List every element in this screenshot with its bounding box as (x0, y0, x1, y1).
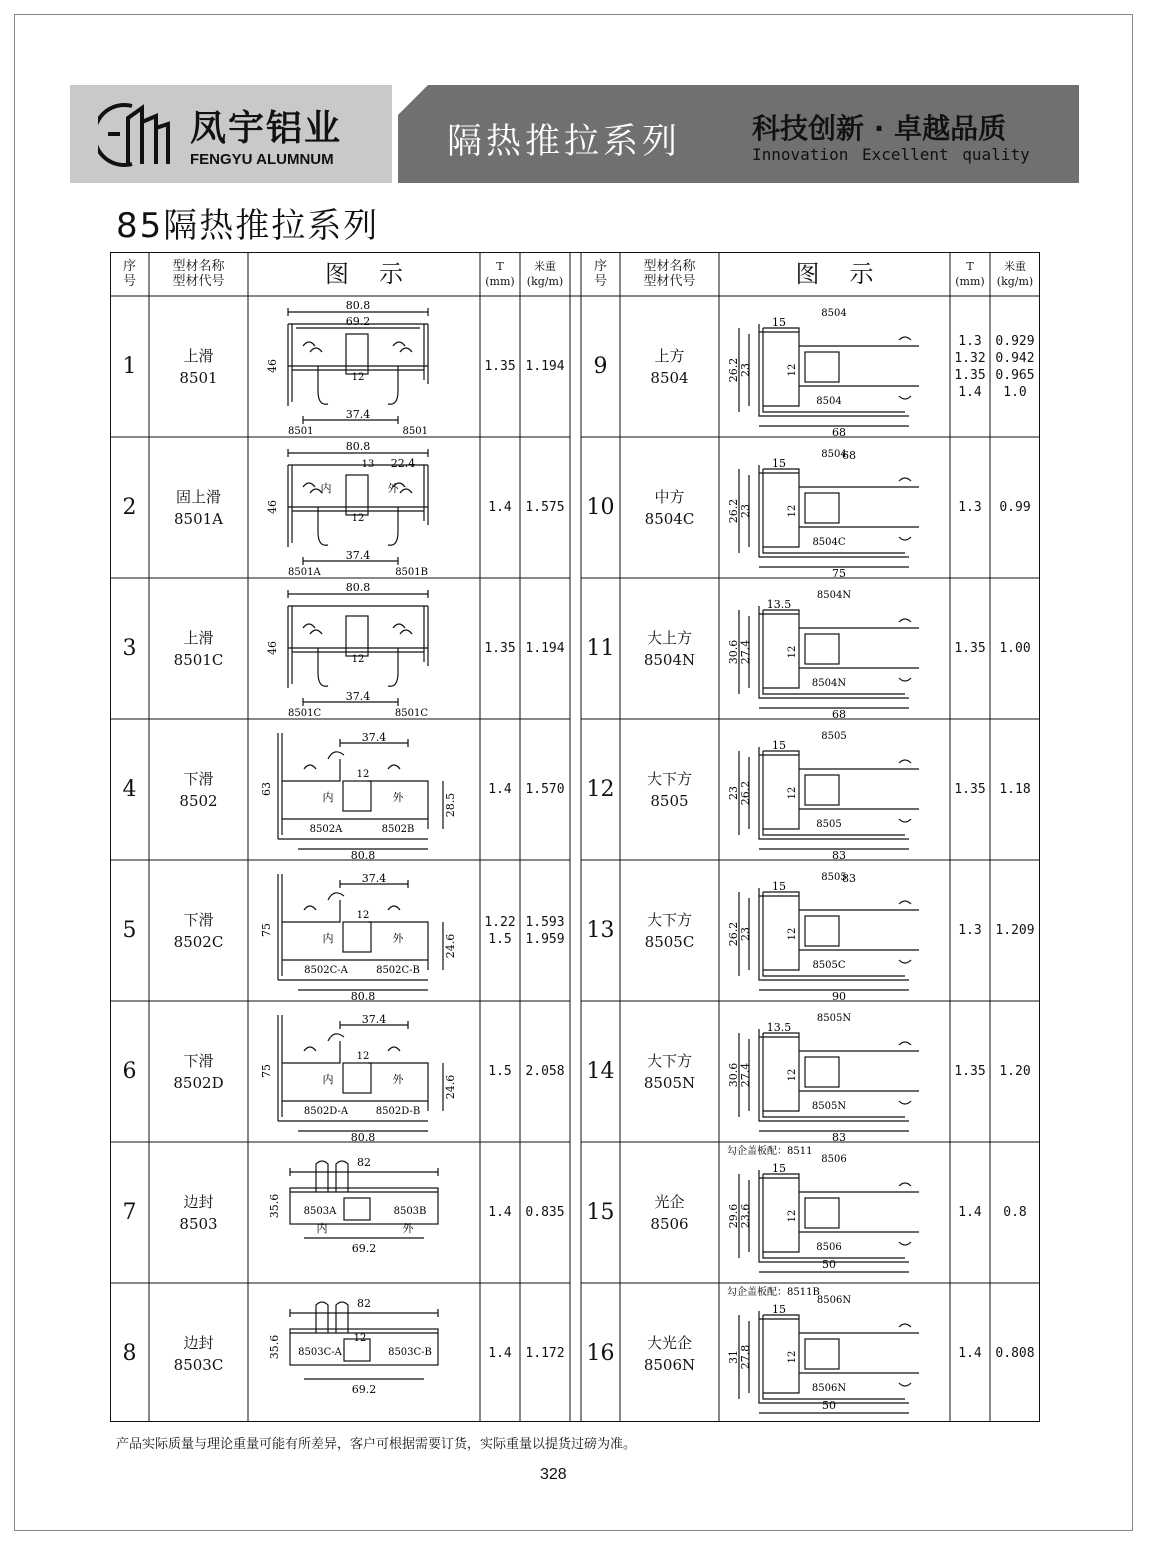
row-weight: 0.835 (525, 1205, 565, 1220)
dimension-label: 27.4 (739, 639, 752, 665)
dimension-label: 8502B (381, 824, 415, 835)
row-thickness: 1.35 (954, 641, 986, 656)
row-weight: 2.058 (525, 1064, 565, 1079)
dimension-label: 外 (387, 482, 399, 495)
row-name (620, 1142, 719, 1283)
profile-name: 大光企 (646, 1333, 692, 1352)
profile-drawing (719, 1001, 951, 1146)
row-name (620, 719, 719, 860)
dimension-label: 15 (772, 1303, 786, 1316)
dimension-label: 23.6 (739, 1203, 752, 1229)
row-seq: 5 (122, 918, 137, 943)
dimension-label: 内 (322, 791, 334, 804)
dimension-label: 12 (356, 769, 370, 780)
row-weight: 1.00 (999, 641, 1031, 656)
dimension-label: 15 (772, 739, 786, 752)
dimension-label: 8506N (811, 1383, 847, 1394)
row-name (620, 860, 719, 1001)
brand-name-en: FENGYU ALUMNUM (190, 151, 334, 168)
dimension-label: 外 (392, 932, 404, 945)
dimension-label: 8505N (811, 1101, 847, 1112)
dimension-label: 12 (787, 504, 798, 518)
profile-drawing (248, 719, 480, 864)
dimension-label: 外 (402, 1222, 414, 1235)
dimension-label: 83 (842, 872, 856, 885)
profile-code: 8504N (643, 650, 696, 669)
dimension-label: 63 (260, 782, 273, 796)
dimension-label: 13 (361, 459, 375, 470)
row-name (149, 1142, 248, 1283)
profile-drawing (719, 1283, 951, 1428)
row-seq: 13 (586, 918, 615, 943)
row-weight: 0.8 (1003, 1205, 1027, 1220)
dimension-label: 75 (832, 567, 846, 578)
dimension-label: 12 (356, 910, 370, 921)
dimension-label: 12 (787, 786, 798, 800)
profile-code: 8503 (179, 1214, 218, 1233)
profile-drawing (248, 860, 480, 1005)
profile-name: 边封 (183, 1333, 214, 1352)
profile-drawing (248, 437, 480, 582)
dimension-label: 12 (787, 1209, 798, 1223)
row-seq: 6 (122, 1059, 137, 1084)
row-weight: 0.808 (995, 1346, 1035, 1361)
dimension-label: 26.2 (727, 357, 740, 383)
dimension-label: 69.2 (351, 1242, 377, 1255)
dimension-label: 8503C-B (388, 1347, 432, 1358)
dimension-label: 8506N (816, 1295, 852, 1306)
dimension-label: 30.6 (727, 639, 740, 665)
row-thickness: 1.3 (958, 500, 982, 515)
dimension-label: 46 (266, 359, 279, 373)
row-seq: 9 (593, 354, 608, 379)
dimension-label: 37.4 (345, 690, 371, 703)
dimension-label: 15 (772, 1162, 786, 1175)
profile-name: 固上滑 (175, 487, 221, 506)
profile-drawing (719, 1142, 951, 1287)
dimension-label: 12 (356, 1051, 370, 1062)
profile-code: 8505 (650, 791, 689, 810)
dimension-label: 68 (832, 708, 846, 719)
row-thickness: 1.35 (484, 641, 516, 656)
dimension-label: 82 (357, 1297, 371, 1310)
row-seq: 4 (122, 777, 137, 802)
dimension-label: 27.8 (739, 1344, 752, 1370)
page-number: 328 (540, 1466, 567, 1483)
dimension-label: 75 (260, 923, 273, 937)
dimension-label: 80.8 (345, 299, 371, 312)
dimension-label: 37.4 (361, 731, 387, 744)
profile-code: 8505C (644, 932, 695, 951)
row-weight: 1.18 (999, 782, 1031, 797)
row-name (620, 578, 719, 719)
dimension-label: 23 (739, 363, 752, 377)
row-name (149, 1001, 248, 1142)
dimension-label: 8504 (816, 396, 842, 407)
profile-name: 大下方 (646, 769, 692, 788)
dimension-label: 8501B (395, 567, 428, 578)
dimension-label: 37.4 (345, 408, 371, 421)
dimension-label: 26.2 (739, 780, 752, 806)
dimension-label: 8504N (811, 678, 847, 689)
dimension-label: 80.8 (345, 581, 371, 594)
dimension-label: 12 (353, 1333, 367, 1344)
profile-drawing (248, 1142, 480, 1287)
row-name (149, 1283, 248, 1424)
profile-code: 8502 (179, 791, 218, 810)
dimension-label: 80.8 (350, 849, 376, 860)
header-drawing-right: 图示 (795, 259, 904, 288)
profile-drawing (248, 578, 480, 723)
dimension-label: 8506 (821, 1154, 847, 1165)
row-name (149, 578, 248, 719)
dimension-label: 37.4 (361, 872, 387, 885)
header-name-left: 型材名称 型材代号 (172, 259, 225, 289)
dimension-label: 内 (320, 482, 332, 495)
row-seq: 14 (586, 1059, 615, 1084)
dimension-label: 8501 (402, 426, 428, 437)
row-thickness: 1.4 (488, 1205, 512, 1220)
row-thickness: 1.3 1.32 1.35 1.4 (954, 333, 986, 400)
header-seq-right: 序 号 (593, 259, 607, 289)
dimension-label: 8505C (812, 960, 846, 971)
dimension-label: 12 (351, 654, 365, 665)
dimension-label: 8504N (816, 590, 852, 601)
row-thickness: 1.4 (958, 1346, 982, 1361)
profile-name: 上滑 (183, 346, 214, 365)
row-thickness: 1.4 (488, 500, 512, 515)
dimension-label: 29.6 (727, 1203, 740, 1229)
row-name (620, 1001, 719, 1142)
product-table (110, 252, 1040, 1422)
row-weight: 1.194 (525, 641, 565, 656)
profile-code: 8504 (650, 368, 689, 387)
dimension-label: 15 (772, 880, 786, 893)
header-drawing-left: 图示 (325, 259, 433, 288)
dimension-label: 内 (316, 1222, 328, 1235)
dimension-label: 83 (832, 1131, 846, 1142)
dimension-label: 90 (832, 990, 846, 1001)
row-seq: 11 (586, 636, 615, 661)
profile-code: 8504C (644, 509, 695, 528)
dimension-label: 46 (266, 500, 279, 514)
profile-drawing (248, 1283, 480, 1428)
brand-name-cn: 凤宇铝业 (190, 108, 343, 149)
profile-drawing (248, 1001, 480, 1146)
row-thickness: 1.5 (488, 1064, 512, 1079)
dimension-label: 68 (832, 426, 846, 437)
profile-code: 8502C (173, 932, 224, 951)
dimension-label: 35.6 (268, 1334, 281, 1360)
dimension-label: 8505 (821, 731, 847, 742)
header-seq-left: 序 号 (122, 259, 136, 289)
profile-code: 8506N (643, 1355, 696, 1374)
row-weight: 1.570 (525, 782, 565, 797)
brand-logo-icon (98, 98, 178, 170)
dimension-label: 内 (322, 1073, 334, 1086)
dimension-label: 8503C-A (298, 1347, 342, 1358)
row-thickness: 1.3 (958, 923, 982, 938)
dimension-label: 12 (787, 1350, 798, 1364)
dimension-label: 8504 (821, 308, 847, 319)
row-name (620, 1283, 719, 1424)
dimension-label: 50 (822, 1258, 836, 1271)
dimension-label: 8505 (821, 872, 847, 883)
profile-code: 8506 (650, 1214, 689, 1233)
dimension-label: 12 (787, 1068, 798, 1082)
dimension-label: 13.5 (766, 598, 792, 611)
row-seq: 3 (122, 636, 137, 661)
header-name-right: 型材名称 型材代号 (643, 259, 696, 289)
profile-name: 中方 (654, 487, 685, 506)
page-title: 85隔热推拉系列 (116, 206, 380, 246)
profile-name: 上方 (654, 346, 685, 365)
profile-code: 8501C (173, 650, 224, 669)
profile-name: 大上方 (646, 628, 692, 647)
dimension-label: 28.5 (444, 792, 457, 818)
dimension-label: 8502C-B (376, 965, 420, 976)
dimension-label: 80.8 (350, 990, 376, 1001)
profile-drawing (719, 578, 951, 723)
profile-name: 边封 (183, 1192, 214, 1211)
profile-drawing (719, 296, 951, 441)
row-weight: 1.575 (525, 500, 565, 515)
dimension-label: 31 (727, 1350, 740, 1364)
dimension-label: 8504C (812, 537, 846, 548)
dimension-label: 23 (739, 927, 752, 941)
dimension-label: 26.2 (727, 498, 740, 524)
dimension-label: 12 (787, 363, 798, 377)
row-seq: 7 (122, 1200, 137, 1225)
dimension-label: 80.8 (345, 440, 371, 453)
dimension-label: 8503A (303, 1206, 337, 1217)
row-seq: 12 (586, 777, 615, 802)
row-thickness: 1.4 (488, 1346, 512, 1361)
row-weight: 1.172 (525, 1346, 565, 1361)
dimension-label: 8503B (393, 1206, 427, 1217)
dimension-label: 12 (787, 645, 798, 659)
row-thickness: 1.4 (958, 1205, 982, 1220)
dimension-label: 8501C (288, 708, 322, 719)
row-weight: 1.593 1.959 (525, 914, 565, 947)
row-weight: 1.20 (999, 1064, 1031, 1079)
dimension-label: 内 (322, 932, 334, 945)
dimension-label: 8502A (309, 824, 343, 835)
row-thickness: 1.35 (954, 782, 986, 797)
header-notch (398, 85, 428, 115)
profile-name: 下滑 (183, 910, 214, 929)
row-name (620, 296, 719, 437)
dimension-label: 35.6 (268, 1193, 281, 1219)
dimension-label: 75 (260, 1064, 273, 1078)
profile-code: 8503C (173, 1355, 224, 1374)
dimension-label: 8506 (816, 1242, 842, 1253)
dimension-label: 8502D-B (375, 1106, 421, 1117)
dimension-label: 外 (392, 1073, 404, 1086)
profile-name: 上滑 (183, 628, 214, 647)
dimension-label: 8505 (816, 819, 842, 830)
dimension-label: 8501 (288, 426, 314, 437)
row-weight: 0.929 0.942 0.965 1.0 (995, 333, 1035, 400)
profile-code: 8501 (179, 368, 218, 387)
dimension-label: 外 (392, 791, 404, 804)
row-thickness: 1.35 (954, 1064, 986, 1079)
dimension-label: 12 (787, 927, 798, 941)
dimension-label: 勾企盖板配：8511B (727, 1287, 820, 1298)
row-thickness: 1.4 (488, 782, 512, 797)
dimension-label: 80.8 (350, 1131, 376, 1142)
header-weight-right: 米重 (kg/m) (996, 260, 1034, 288)
profile-code: 8502D (173, 1073, 224, 1092)
dimension-label: 12 (351, 513, 365, 524)
row-seq: 8 (122, 1341, 137, 1366)
profile-name: 光企 (654, 1192, 685, 1211)
profile-code: 8501A (173, 509, 223, 528)
row-thickness: 1.22 1.5 (484, 914, 516, 947)
profile-code: 8505N (643, 1073, 696, 1092)
dimension-label: 69.2 (345, 315, 371, 328)
row-seq: 1 (122, 354, 137, 379)
dimension-label: 24.6 (444, 933, 457, 959)
row-name (620, 437, 719, 578)
dimension-label: 12 (351, 372, 365, 383)
profile-drawing (719, 719, 951, 864)
header-t-left: T (mm) (485, 260, 515, 288)
dimension-label: 26.2 (727, 921, 740, 947)
dimension-label: 15 (772, 457, 786, 470)
dimension-label: 23 (739, 504, 752, 518)
dimension-label: 15 (772, 316, 786, 329)
profile-name: 下滑 (183, 769, 214, 788)
dimension-label: 37.4 (345, 549, 371, 562)
footer-note: 产品实际质量与理论重量可能有所差异，客户可根据需要订货，实际重量以提货过磅为准。 (116, 1437, 637, 1452)
dimension-label: 27.4 (739, 1062, 752, 1088)
row-name (149, 437, 248, 578)
row-name (149, 860, 248, 1001)
header-weight-left: 米重 (kg/m) (526, 260, 564, 288)
dimension-label: 68 (842, 449, 856, 462)
row-name (149, 719, 248, 860)
row-seq: 16 (586, 1341, 615, 1366)
profile-name: 大下方 (646, 910, 692, 929)
dimension-label: 23 (727, 786, 740, 800)
dimension-label: 8501C (394, 708, 428, 719)
profile-drawing (719, 860, 951, 1005)
row-seq: 2 (122, 495, 137, 520)
slogan-en: Innovation Excellent quality (752, 145, 1030, 164)
dimension-label: 8501A (288, 567, 321, 578)
row-weight: 0.99 (999, 500, 1031, 515)
dimension-label: 24.6 (444, 1074, 457, 1100)
profile-name: 大下方 (646, 1051, 692, 1070)
dimension-label: 46 (266, 641, 279, 655)
row-weight: 1.194 (525, 359, 565, 374)
dimension-label: 30.6 (727, 1062, 740, 1088)
profile-drawing (719, 437, 951, 582)
row-weight: 1.209 (995, 923, 1035, 938)
dimension-label: 83 (832, 849, 846, 860)
row-seq: 10 (586, 495, 615, 520)
series-title: 隔热推拉系列 (447, 122, 682, 162)
dimension-label: 82 (357, 1156, 371, 1169)
profile-drawing (248, 296, 480, 441)
slogan-cn: 科技创新 · 卓越品质 (752, 112, 1007, 145)
dimension-label: 37.4 (361, 1013, 387, 1026)
row-seq: 15 (586, 1200, 615, 1225)
row-name (149, 296, 248, 437)
dimension-label: 8504 (821, 449, 847, 460)
dimension-label: 8502D-A (303, 1106, 349, 1117)
header-t-right: T (mm) (955, 260, 985, 288)
dimension-label: 50 (822, 1399, 836, 1412)
dimension-label: 69.2 (351, 1383, 377, 1396)
dimension-label: 勾企盖板配：8511 (727, 1146, 813, 1157)
dimension-label: 8502C-A (304, 965, 348, 976)
dimension-label: 8505N (816, 1013, 852, 1024)
dimension-label: 13.5 (766, 1021, 792, 1034)
row-thickness: 1.35 (484, 359, 516, 374)
profile-name: 下滑 (183, 1051, 214, 1070)
dimension-label: 22.4 (390, 457, 416, 470)
